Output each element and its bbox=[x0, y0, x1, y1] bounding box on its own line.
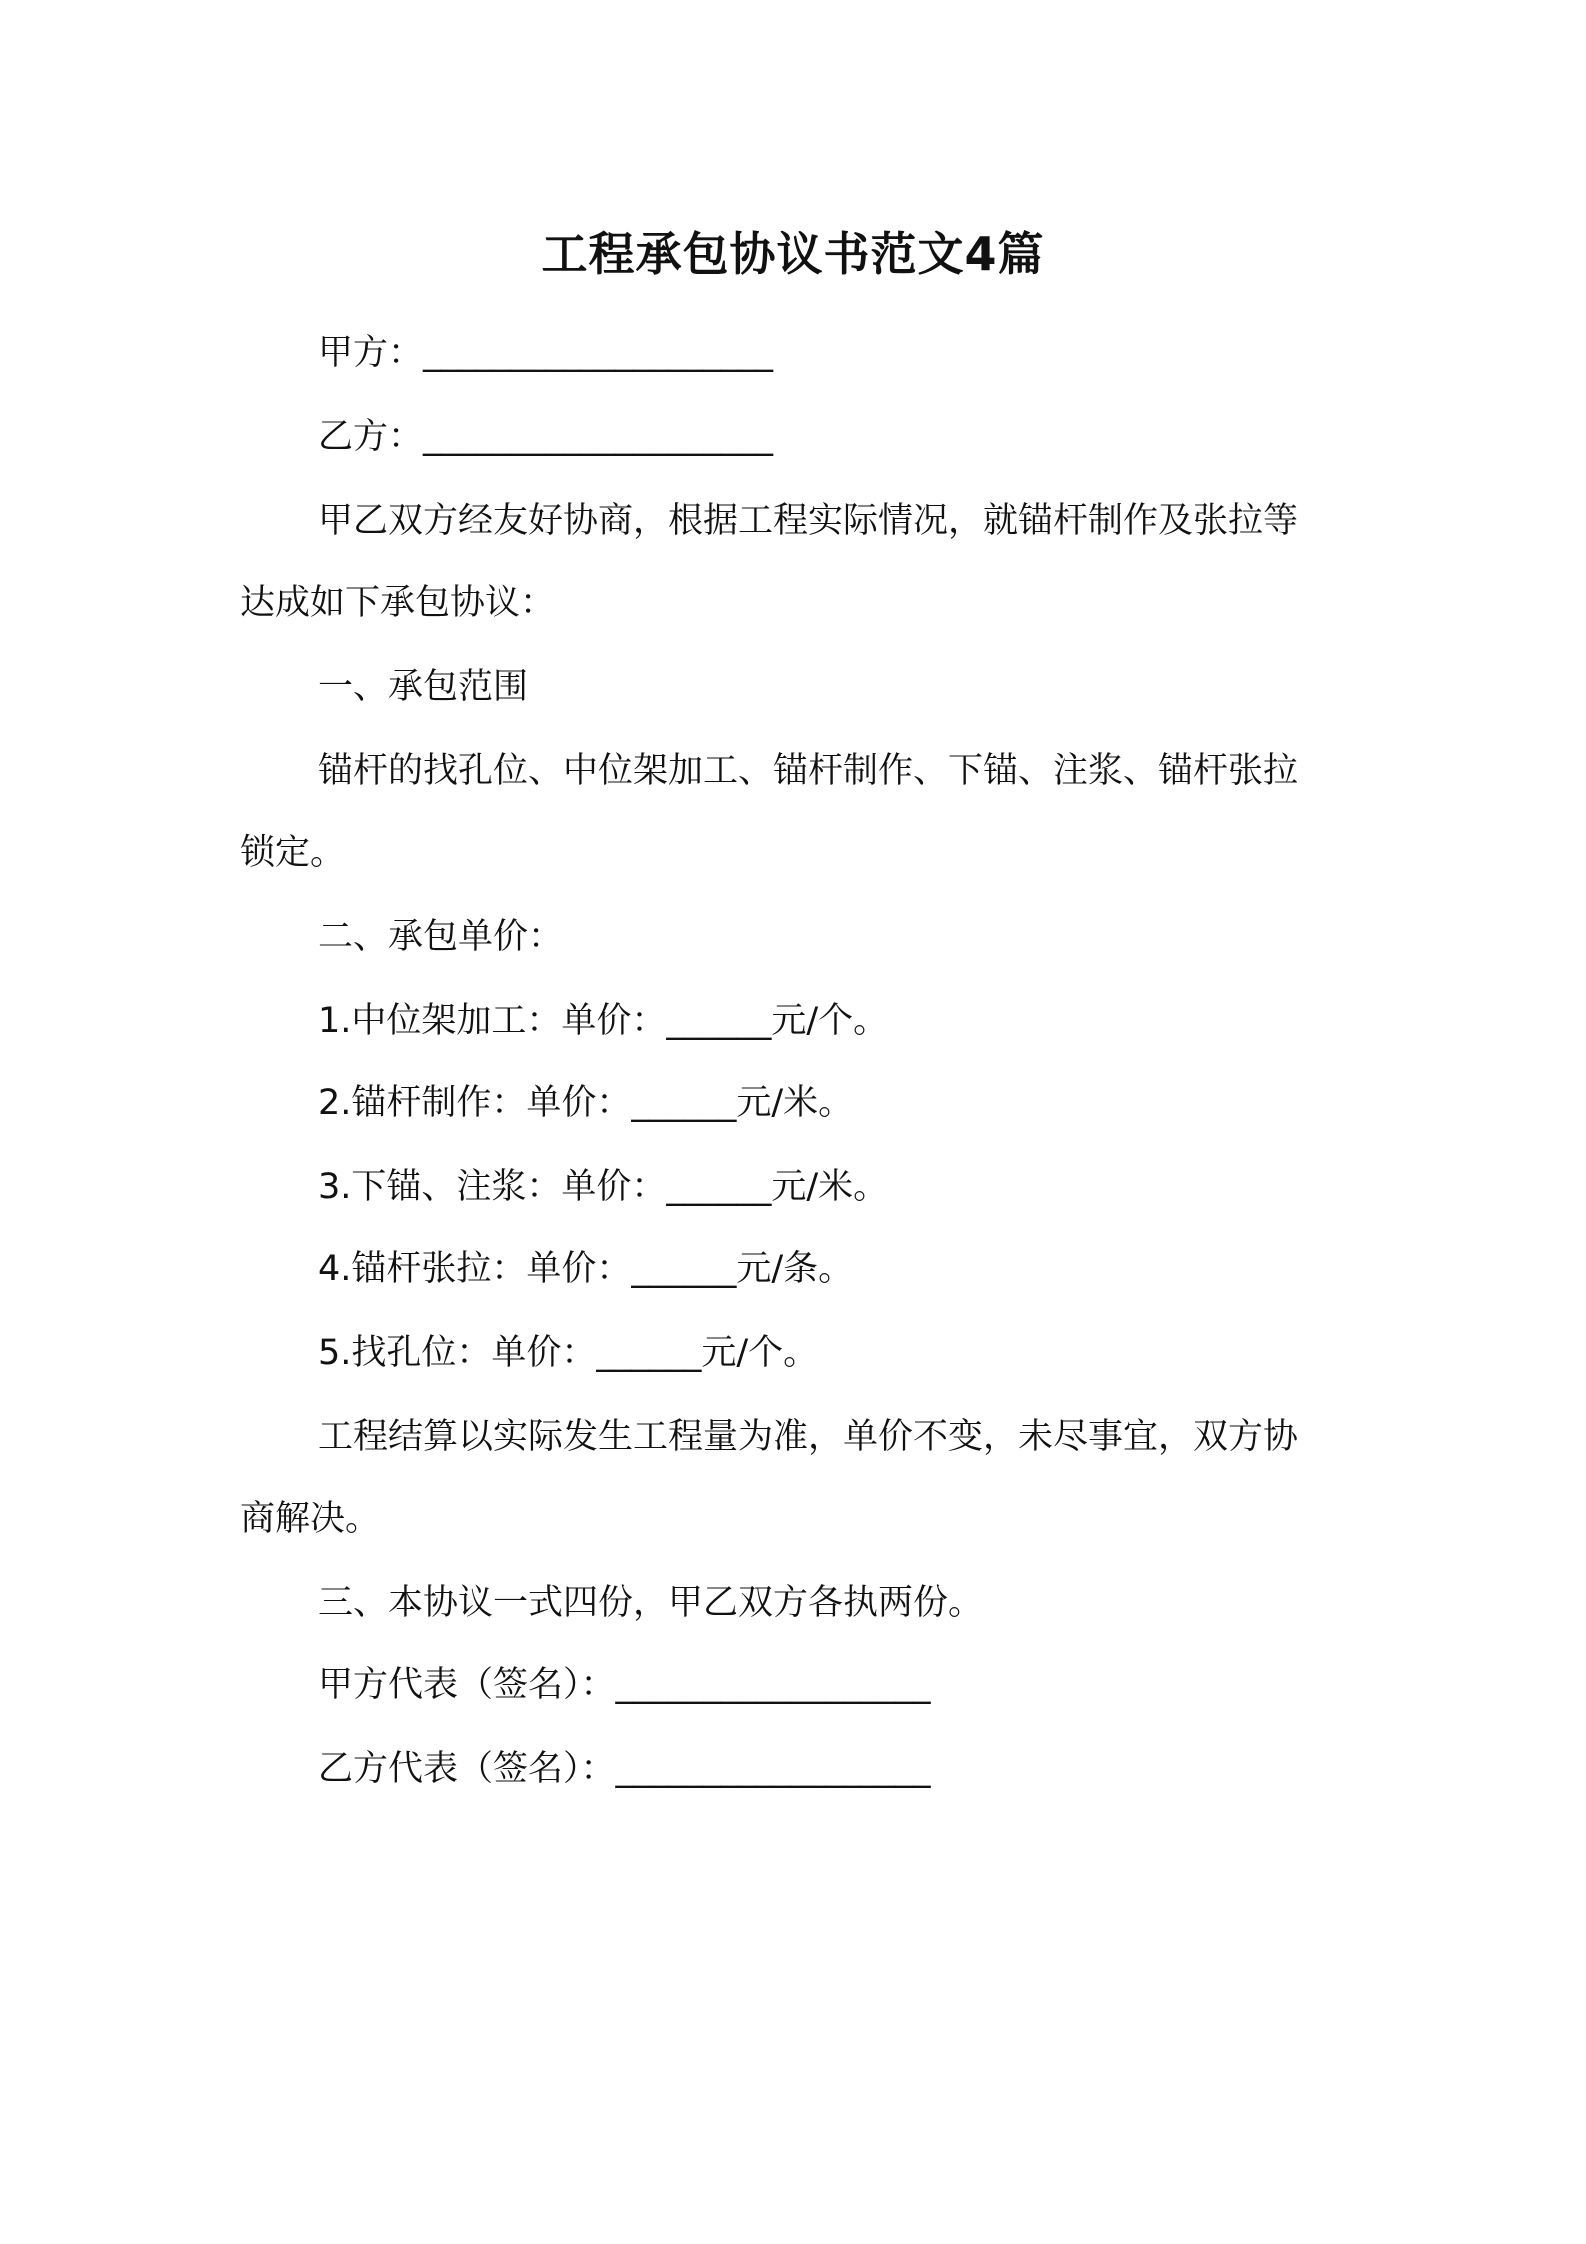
price-item-1: 1.中位架加工：单价：______元/个。 bbox=[318, 1001, 889, 1041]
price-item-4: 4.锚杆张拉：单价：______元/条。 bbox=[318, 1249, 854, 1289]
section-2-heading: 二、承包单价： bbox=[318, 917, 564, 957]
scope-paragraph-line-2: 锁定。 bbox=[240, 833, 346, 873]
scope-paragraph-line-1: 锚杆的找孔位、中位架加工、锚杆制作、下锚、注浆、锚杆张拉 bbox=[318, 751, 1299, 791]
section-1-heading: 一、承包范围 bbox=[318, 667, 529, 707]
price-item-3: 3.下锚、注浆：单价：______元/米。 bbox=[318, 1167, 889, 1207]
price-item-2: 2.锚杆制作：单价：______元/米。 bbox=[318, 1083, 854, 1123]
price-item-5: 5.找孔位：单价：______元/个。 bbox=[318, 1333, 819, 1373]
intro-paragraph-line-1: 甲乙双方经友好协商，根据工程实际情况，就锚杆制作及张拉等 bbox=[318, 501, 1299, 541]
party-b-representative-line: 乙方代表（签名）：__________________ bbox=[318, 1749, 931, 1789]
document-title: 工程承包协议书范文4篇 bbox=[541, 227, 1045, 281]
party-a-representative-line: 甲方代表（签名）：__________________ bbox=[318, 1665, 931, 1705]
settlement-paragraph-line-1: 工程结算以实际发生工程量为准，单价不变，未尽事宜，双方协 bbox=[318, 1417, 1299, 1457]
settlement-paragraph-line-2: 商解决。 bbox=[240, 1499, 381, 1539]
party-b-line: 乙方：____________________ bbox=[318, 417, 774, 457]
party-a-line: 甲方：____________________ bbox=[318, 333, 774, 373]
section-3-line: 三、本协议一式四份，甲乙双方各执两份。 bbox=[318, 1583, 984, 1623]
intro-paragraph-line-2: 达成如下承包协议： bbox=[240, 583, 556, 623]
